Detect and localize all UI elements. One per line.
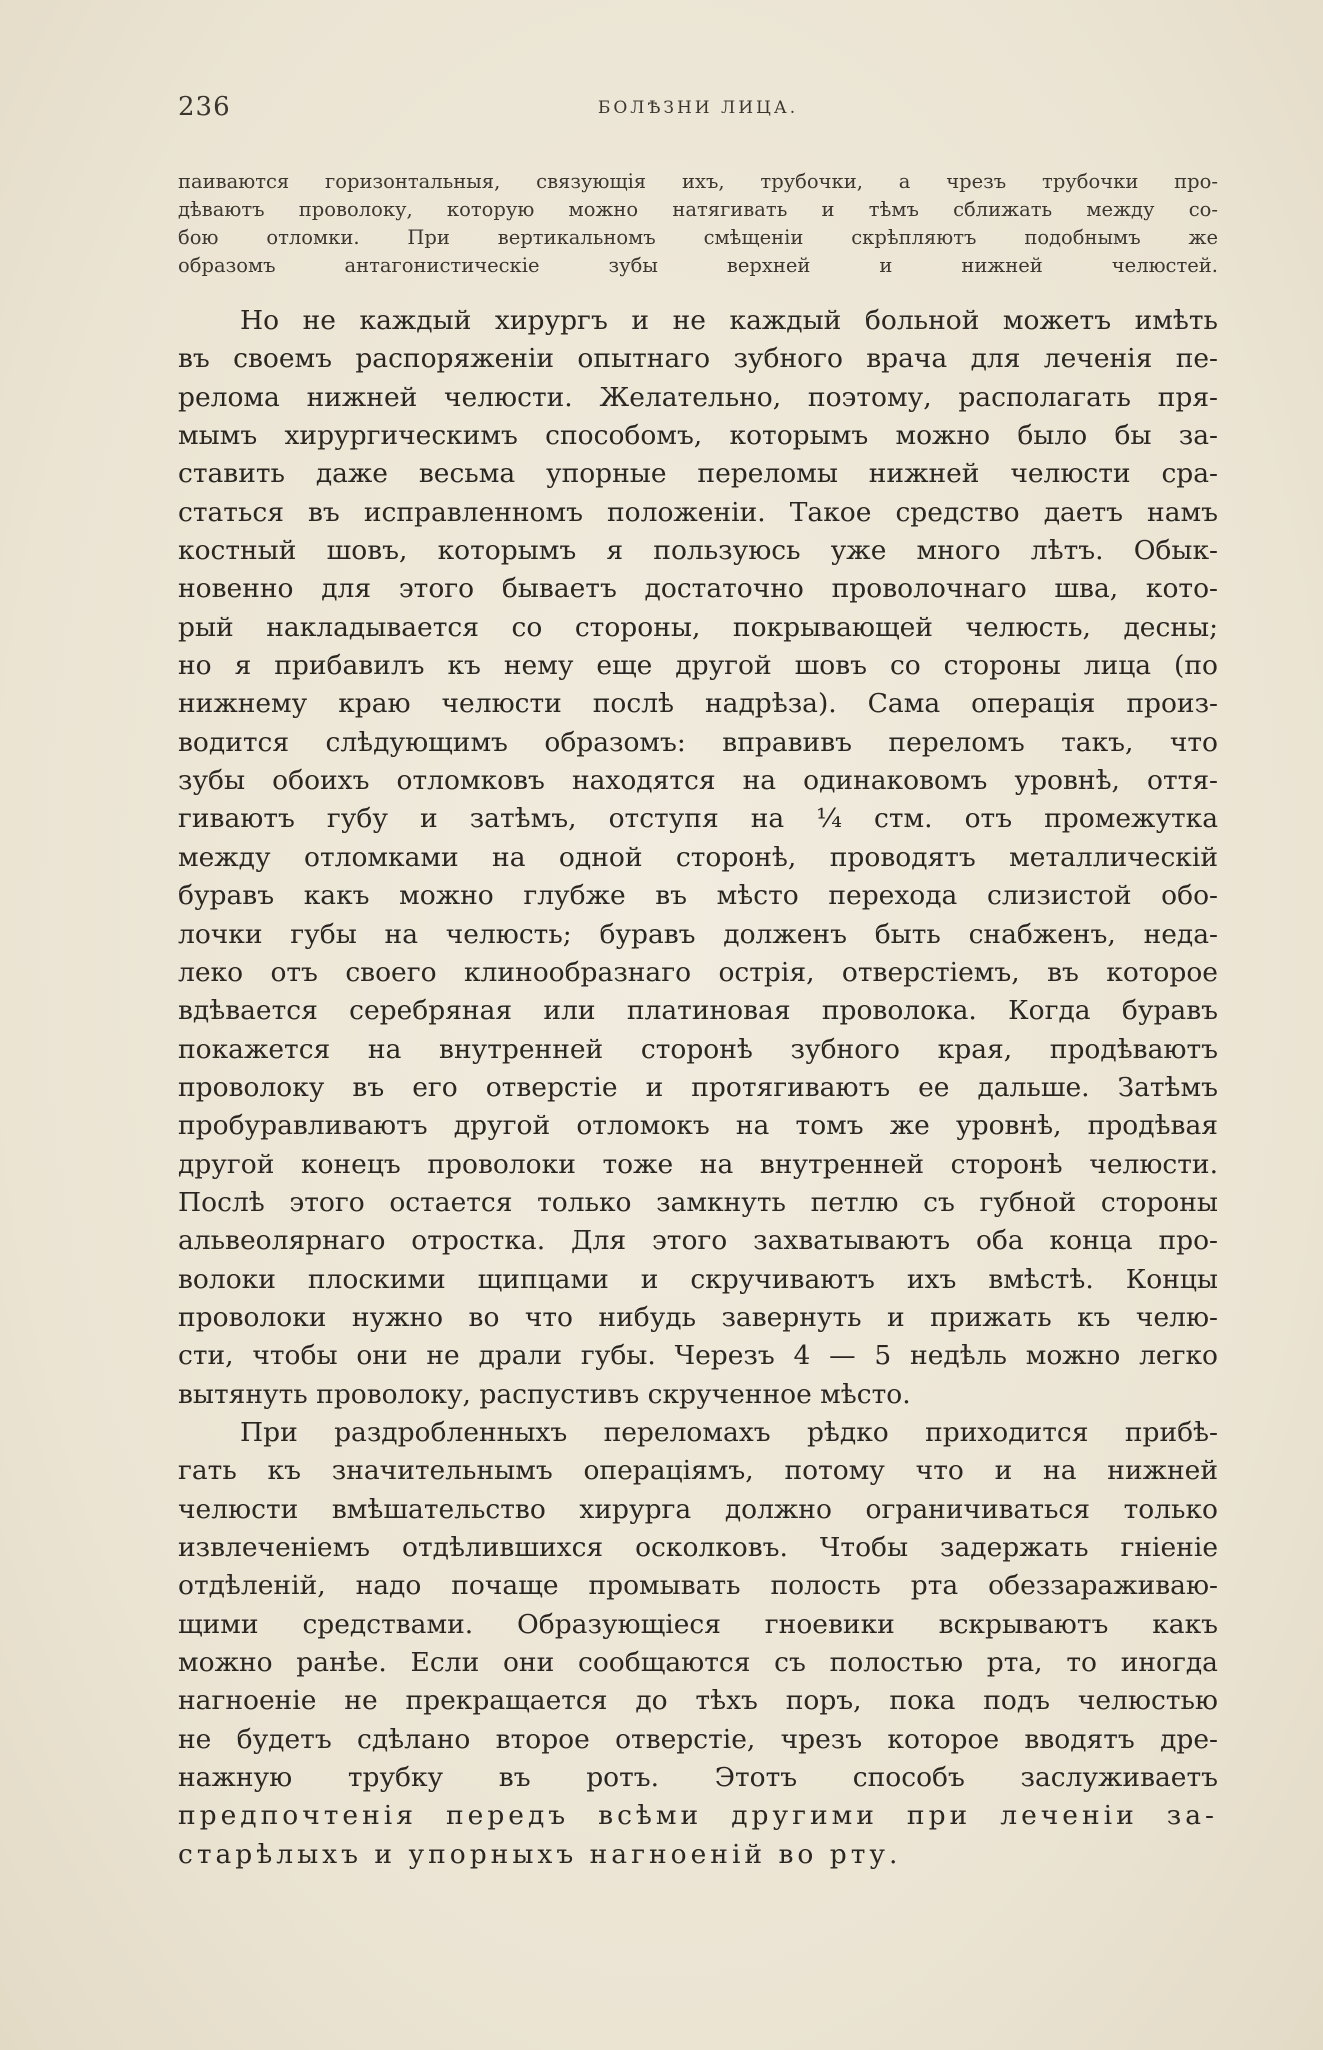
text-line: рый накладывается со стороны, покрывающей челюсть, десны; (178, 611, 1218, 643)
footnote-line: образомъ антагонистическіе зубы верхней и нижней челюстей. (178, 254, 1218, 277)
text-line: буравъ какъ можно глубже въ мѣсто перехода слизистой обо- (178, 880, 1218, 912)
text-line: лочки губы на челюсть; буравъ долженъ быть снабженъ, неда- (178, 918, 1218, 950)
running-head: БОЛѢЗНИ ЛИЦА. (597, 98, 799, 118)
text-line: между отломками на одной сторонѣ, проводятъ металлическій (178, 841, 1218, 873)
text-line: альвеолярнаго отростка. Для этого захватываютъ оба конца про- (178, 1225, 1218, 1257)
text-line: ставить даже весьма упорные переломы нижней челюсти сра- (178, 458, 1218, 490)
text-line: костный шовъ, которымъ я пользуюсь уже много лѣтъ. Обык- (178, 535, 1218, 567)
text-line: зубы обоихъ отломковъ находятся на одинаковомъ уровнѣ, оття- (178, 765, 1218, 797)
text-line: леко отъ своего клинообразнаго острія, отверстіемъ, въ которое (178, 956, 1218, 988)
footnote-line: бою отломки. При вертикальномъ смѣщеніи скрѣпляютъ подобнымъ же (178, 226, 1218, 249)
text-line: можно ранѣе. Если они сообщаются съ полостью рта, то иногда (178, 1647, 1218, 1679)
text-line: покажется на внутренней сторонѣ зубного края, продѣваютъ (178, 1033, 1218, 1065)
text-line: проволоку въ его отверстіе и протягиваютъ ее дальше. Затѣмъ (178, 1071, 1218, 1103)
text-line: релома нижней челюсти. Желательно, поэтому, располагать пря- (178, 381, 1218, 413)
text-line: При раздробленныхъ переломахъ рѣдко приходится прибѣ- (240, 1416, 1218, 1448)
text-line: извлеченіемъ отдѣлившихся осколковъ. Чтобы задержать гніеніе (178, 1532, 1218, 1563)
text-line: гать къ значительнымъ операціямъ, потому что и на нижней (178, 1455, 1218, 1487)
text-line: нажную трубку въ ротъ. Этотъ способъ заслуживаетъ (178, 1762, 1218, 1794)
text-line: не будетъ сдѣлано второе отверстіе, чрезъ которое вводятъ дре- (178, 1723, 1218, 1755)
text-line: нагноеніе не прекращается до тѣхъ поръ, пока подъ челюстью (178, 1685, 1218, 1717)
text-line: старѣлыхъ и упорныхъ нагноеній во рту. (178, 1838, 902, 1870)
text-line: Послѣ этого остается только замкнуть петлю съ губной стороны (178, 1186, 1218, 1218)
text-line: предпочтенія передъ всѣми другими при леченіи за- (178, 1800, 1218, 1832)
text-line: гиваютъ губу и затѣмъ, отступя на ¼ стм. отъ промежутка (178, 803, 1218, 835)
footnote-line: паиваются горизонтальныя, связующія ихъ, трубочки, а чрезъ трубочки про- (178, 170, 1218, 193)
text-line: вдѣвается серебряная или платиновая проволока. Когда буравъ (178, 995, 1218, 1027)
text-line: отдѣленій, надо почаще промывать полость рта обеззараживаю- (178, 1570, 1218, 1602)
text-line: другой конецъ проволоки тоже на внутренней сторонѣ челюсти. (178, 1148, 1218, 1180)
text-line: вытянуть проволоку, распустивъ скрученное мѣсто. (178, 1378, 911, 1410)
footnote-line: дѣваютъ проволоку, которую можно натягивать и тѣмъ сближать между со- (178, 198, 1218, 221)
text-line: но я прибавилъ къ нему еще другой шовъ со стороны лица (по (178, 650, 1218, 682)
text-line: Но не каждый хирургъ и не каждый больной можетъ имѣть (240, 305, 1218, 336)
text-line: новенно для этого бываетъ достаточно проволочнаго шва, кото- (178, 573, 1218, 605)
page-header (178, 92, 1218, 132)
text-line: челюсти вмѣшательство хирурга должно ограничиваться только (178, 1493, 1218, 1525)
text-line: волоки плоскими щипцами и скручиваютъ ихъ вмѣстѣ. Концы (178, 1263, 1218, 1295)
text-line: статься въ исправленномъ положеніи. Такое средство даетъ намъ (178, 496, 1218, 528)
text-line: щими средствами. Образующіеся гноевики вскрываютъ какъ (178, 1608, 1218, 1640)
body-text (178, 302, 1218, 1874)
text-line: проволоки нужно во что нибудь завернуть и прижать къ челю- (178, 1301, 1218, 1333)
text-line: въ своемъ распоряженіи опытнаго зубного врача для леченія пе- (178, 343, 1218, 375)
text-line: мымъ хирургическимъ способомъ, которымъ можно было бы за- (178, 420, 1218, 452)
page-number: 236 (178, 92, 231, 122)
text-line: водится слѣдующимъ образомъ: вправивъ переломъ такъ, что (178, 726, 1218, 758)
text-line: сти, чтобы они не драли губы. Черезъ 4 — 5 недѣль можно легко (178, 1340, 1218, 1372)
footnote-continuation (178, 168, 1218, 280)
text-line: нижнему краю челюсти послѣ надрѣза). Сама операція произ- (178, 688, 1218, 720)
text-line: пробуравливаютъ другой отломокъ на томъ же уровнѣ, продѣвая (178, 1110, 1218, 1142)
